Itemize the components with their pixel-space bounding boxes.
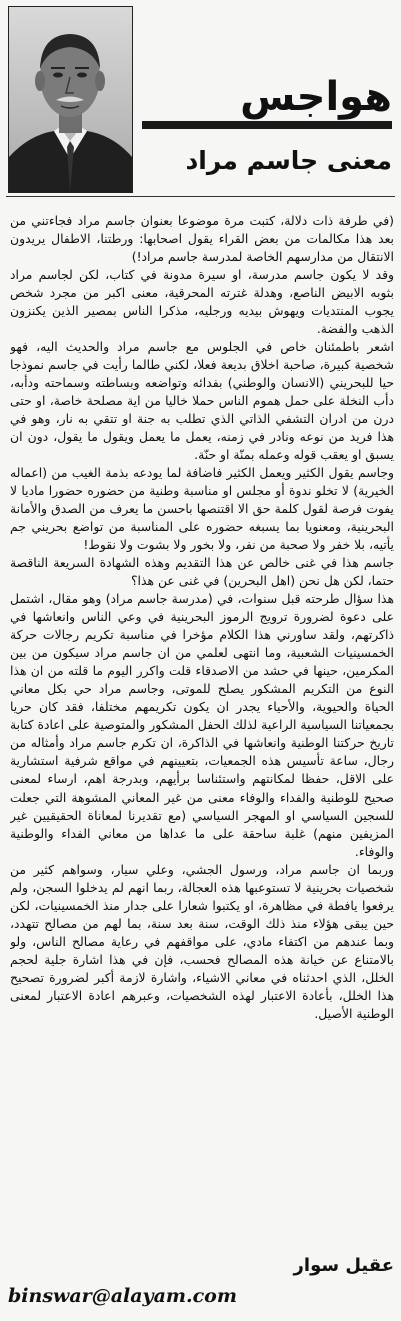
paragraph: (في طرفة ذات دلالة، كتبت مرة موضوعا بعنوان جاسم مراد فجاءتني من بعد هذا مكالمات من بعض القراء يقول اصحابها: ورطتنا، الاطفال يريدون الانتقال من مدارسهم الخاصة لمدرسة جاسم مراد!) bbox=[10, 213, 394, 265]
author-photo bbox=[8, 6, 133, 193]
column-title: هواجس bbox=[240, 74, 392, 120]
article-body bbox=[10, 212, 394, 1247]
title-rule bbox=[142, 121, 392, 129]
paragraph: وربما ان جاسم مراد، ورسول الجشي، وعلي سيار، وسواهم كثير من شخصيات بحرينية لا تستوعبها هذه العجالة، ربما انهم لم يدخلوا السجن، ولم يرفعوا يافطة في مظاهرة، او يكتبوا شعارا على جدار منذ الخمسينيات، لكن حين يبقى هؤلاء منذ ذلك الوقت، سنة بعد سنة، بما لهم من مصالح تتهدد، وبما عندهم من اكتفاء مادي، على مواقفهم في رعاية مصالح الناس، ولو بالامتناع عن خيانة هذه المصالح فحسب، فإن في هذا اشارة جلية لحجم الخلل، الذي احدثناه في معاني الاشياء، واشارة لازمة أكبر لضرورة تصحيح هذا الخلل، بأعادة الاعتبار لهذه الشخصيات، وعبرهم اعادة الاعتبار لمعنى الوطنية الأصيل. bbox=[10, 861, 394, 1021]
paragraph: وجاسم يقول الكثير ويعمل الكثير فاضافة لما يودعه بذمة الغيب من (اعماله الخيرية) لا تخلو ندوة أو مجلس او مناسبة وطنية من حضوره حضورا ماديا لا يفوت فرصة لقول كلمة حق الا اقتنصها باحسن ما يعرف من الصدق والأمانة البحرينية، ومعنويا بما يسبغه حضوره على المناسبة من تواضع بحريني جم يأتيه، بلا خفر ولا صحبة من نفر، ولا بخور ولا بشوت ولا نقوط! bbox=[10, 465, 394, 553]
author-email: binswar@alayam.com bbox=[8, 1285, 237, 1307]
paragraph: اشعر باطمئنان خاص في الجلوس مع جاسم مراد والحديث اليه، فهو شخصية كبيرة، صاحبة اخلاق بديعة فعلا، لكني طالما رأيت في جاسم نموذجا حيا للبحريني (الانسان والوطني) بفدائه وتواضعه وبساطته وسماحته ودأبه، دأب النخلة على حمل هموم الناس حملا خاليا من اية مصلحة خاصة، او حتى درن من ادران التشفي الذاتي الذي تطلب به جنة او تتقي به نار، وهو في هذا فريد من نوعه ونادر في زمنه، يعمل ما يعمل ويقول ما يقول، دون ان يسبق او يعقب قوله وعمله بمنّة او حنّة. bbox=[10, 339, 394, 463]
author-signature: عقيل سوار bbox=[293, 1255, 394, 1276]
paragraph: هذا سؤال طرحته قبل سنوات، في (مدرسة جاسم مراد) وهو مقال، اشتمل على دعوة لضرورة ترويج الرموز البحرينية في وعي الناس وانعاشها في ذاكرتهم، ولقد ساورني هذا الكلام مؤخرا في مناسبة تكريم رجالات حركة الخمسينيات الشعبية، وما انتهى لعلمي من ان جاسم مراد سيكون من بين المكرمين، حينها في حشد من الاصدقاء قلت واكرر اليوم ما قلته من ان هذا النوع من التكريم المشكور يصلح للموتى، وجاسم مراد حي بكل معاني الحياة والحيوية، والأحياء يجدر ان يكون تكريمهم مختلفا، فقد كان حريا بجمعياتنا السياسية الراعية لذلك الحفل المشكور والمتوصية على اعادة كتابة تاريخ حركتنا الوطنية وانعاشها في الذاكرة، ان تكرم جاسم مراد وأمثاله من رجال، ساعة تأسيس هذه الجمعيات، بتعيينهم في مواقع شرفية استشارية على الاقل، حفظا لمكانتهم واستئناسا برأيهم، وبدرجة اهم، ارساء لمعنى صحيح للوطنية والفداء والوفاء معنى من غير المعاني المشوهة التي جعلت للسجين السياسي او المهجر السياسي (مع تقديرنا لمعاناة الحقيقيين غير المزيفين منهم) غلبة ساحقة على ما عداها من معاني الفداء والوطنية والوفاء. bbox=[10, 591, 394, 859]
paragraph: جاسم هذا في غنى خالص عن هذا التقديم وهذه الشهادة السريعة الناقصة حتما، لكن هل نحن (اهل البحرين) في غنى عن هذا؟ bbox=[10, 555, 394, 589]
paragraph: وقد لا يكون جاسم مدرسة، او سيرة مدونة في كتاب، لكن لجاسم مراد بثوبه الابيض الناصع، وهدلة غترته المحرقية، معنى اكبر من مجرد شخص يجوب المنتديات ويهوش بيديه ورجليه، مذكرا الناس بمصير الذين يكنزون الذهب والفضة. bbox=[10, 267, 394, 337]
author-portrait-image bbox=[9, 7, 132, 192]
article-heading: معنى جاسم مراد bbox=[185, 146, 392, 175]
header-divider bbox=[6, 196, 395, 197]
